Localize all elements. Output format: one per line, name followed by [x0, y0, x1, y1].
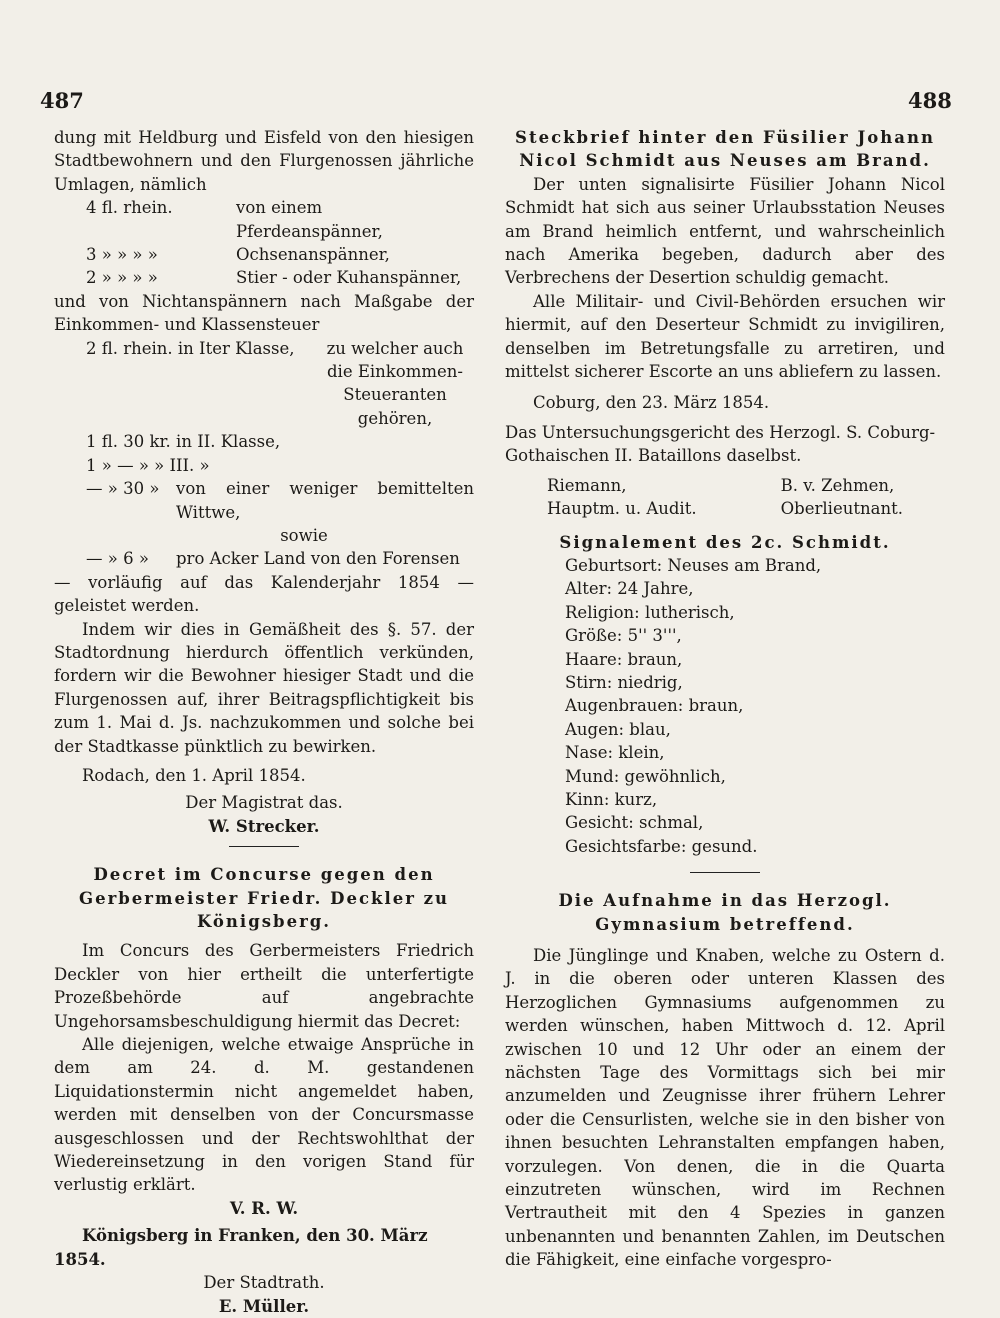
signalement-title: Signalement des 2c. Schmidt.: [559, 532, 891, 552]
sowie-text: sowie: [280, 525, 328, 545]
class-table: [86, 337, 474, 477]
signalement-item: Augenbrauen: braun,: [565, 696, 744, 716]
signalement-item: Alter: 24 Jahre,: [565, 579, 694, 599]
place-date: Rodach, den 1. April 1854.: [82, 765, 306, 785]
decree-authority: Der Stadtrath.: [203, 1273, 325, 1293]
decree-paragraph-1: Im Concurs des Gerbermeisters Friedrich Deckler von hier ertheilt die unterfertigte Prozeßbehörde auf angebrachte Ungehorsamsbeschuldigung hiermit das Decret:: [54, 941, 474, 1031]
decree-place-date: Königsberg in Franken, den 30. März 1854.: [54, 1226, 428, 1269]
fee-row: 4 fl. rhein. von einem Pferdeanspänner,: [86, 198, 383, 241]
warrant-paragraph-2: Alle Militair- und Civil-Behörden ersuchen wir hiermit, auf den Deserteur Schmidt zu invigiliren, denselben im Betretungsfalle zu arretiren, und mittelst sicherer Escorte an uns abliefern zu lassen.: [505, 291, 945, 382]
signalement-item: Geburtsort: Neuses am Brand,: [565, 555, 822, 575]
signalement-item: Stirn: niedrig,: [565, 672, 683, 692]
signalement-item: Gesichtsfarbe: gesund.: [565, 836, 758, 856]
signalement-item: Größe: 5'' 3''',: [565, 626, 682, 646]
right-column: [505, 126, 945, 1272]
announcement-paragraph: Indem wir dies in Gemäßheit des §. 57. der Stadtordnung hierdurch öffentlich verkünden, fordern wir die Bewohner hiesiger Stadt und die Flurgenossen auf, ihrer Beitragspflichtigkeit bis zum 1. Mai d. Js. nachzukommen und solche bei der Stadtkasse pünktlich zu bewirken.: [54, 619, 474, 756]
warrant-place-date: Coburg, den 23. März 1854.: [533, 393, 770, 413]
acre-row: — » 6 » pro Acker Land von den Forensen: [86, 549, 460, 569]
authority: Der Magistrat das.: [185, 793, 343, 813]
signatories: [505, 474, 945, 521]
fee-row: 2 » » » » Stier - oder Kuhanspänner,: [86, 268, 462, 288]
nonowners-text: und von Nichtanspännern nach Maßgabe der Einkommen- und Klassensteuer: [54, 291, 474, 335]
warrant-title: Steckbrief hinter den Füsilier Johann Nicol Schmidt aus Neuses am Brand.: [515, 128, 935, 171]
signalement-item: Religion: lutherisch,: [565, 602, 735, 622]
signalement-item: Kinn: kurz,: [565, 789, 658, 809]
signalement-item: Haare: braun,: [565, 649, 683, 669]
gymnasium-title: Die Aufnahme in das Herzogl. Gymnasium betreffend.: [558, 891, 892, 934]
signalement-item: Nase: klein,: [565, 743, 665, 763]
class-row: 1 fl. 30 kr. in II. Klasse,: [86, 432, 281, 452]
decree-vrw: V. R. W.: [229, 1198, 299, 1218]
court-name: Das Untersuchungsgericht des Herzogl. S. Coburg-Gothaischen II. Bataillons daselbst.: [505, 422, 936, 466]
signalement-item: Augen: blau,: [565, 719, 671, 739]
signature: W. Strecker.: [208, 816, 320, 836]
fee-row: 3 » » » » Ochsenanspänner,: [86, 245, 390, 265]
signalement-item: Mund: gewöhnlich,: [565, 766, 726, 786]
gymnasium-paragraph: Die Jünglinge und Knaben, welche zu Ostern d. J. in die oberen oder unteren Klassen des Herzoglichen Gymnasiums aufgenommen zu werden wünschen, haben Mittwoch d. 12. April zwischen 10 und 12 Uhr oder an einem der nächsten Tage des Vormittags sich bei mir anzumelden und Zeugnisse ihrer frühern Lehrer oder die Censurlisten, welche sie in den bisher von ihnen besuchten Lehranstalten empfangen haben, vorzulegen. Von denen, die in die Quarta einzutreten wünschen, wird im Rechnen Vertrautheit mit den 4 Spezies in ganzen unbenannten und benannten Zahlen, im Deutschen die Fähigkeit, eine einfache vorgespro-: [505, 946, 945, 1270]
decree-signature: E. Müller.: [218, 1296, 310, 1316]
provisional-text: — vorläufig auf das Kalenderjahr 1854 — geleistet werden.: [54, 572, 474, 616]
left-column: [54, 126, 474, 1318]
separator-line: [690, 872, 760, 873]
signalement-list: [565, 554, 945, 858]
signatory-2: B. v. Zehmen, Oberlieutnant.: [780, 475, 903, 519]
signalement-item: Gesicht: schmal,: [565, 813, 704, 833]
page-number-right: 488: [908, 88, 952, 113]
decree-paragraph-2: Alle diejenigen, welche etwaige Ansprüche in dem am 24. d. M. gestandenen Liquidationstermin nicht angemeldet haben, werden mit denselben von der Concursmasse ausgeschlossen und der Rechtswohlthat der Wiedereinsetzung in den vorigen Stand für verlustig erklärt.: [54, 1035, 474, 1195]
assessment-intro: dung mit Heldburg und Eisfeld von den hiesigen Stadtbewohnern und den Flurgenossen jährliche Umlagen, nämlich: [54, 128, 474, 194]
class-row: 1 » — » » III. »: [86, 455, 210, 475]
class-row: 2 fl. rhein. in Iter Klasse, zu welcher auch die Einkommen-Steueranten gehören,: [86, 338, 464, 428]
warrant-paragraph-1: Der unten signalisirte Füsilier Johann Nicol Schmidt hat sich aus seiner Urlaubsstation Neuses am Brand heimlich entfernt, und wahrscheinlich nach Amerika begeben, dadurch aber des Verbrechens der Desertion schuldig gemacht.: [505, 174, 945, 288]
separator-line: [229, 846, 299, 847]
page-number-left: 487: [40, 88, 84, 113]
fee-table: [86, 196, 474, 290]
widow-row: — » 30 » von einer weniger bemittelten Wittwe,: [86, 479, 474, 522]
signatory-1: Riemann, Hauptm. u. Audit.: [547, 475, 697, 519]
decree-title: Decret im Concurse gegen den Gerbermeister Friedr. Deckler zu Königsberg.: [78, 865, 450, 931]
